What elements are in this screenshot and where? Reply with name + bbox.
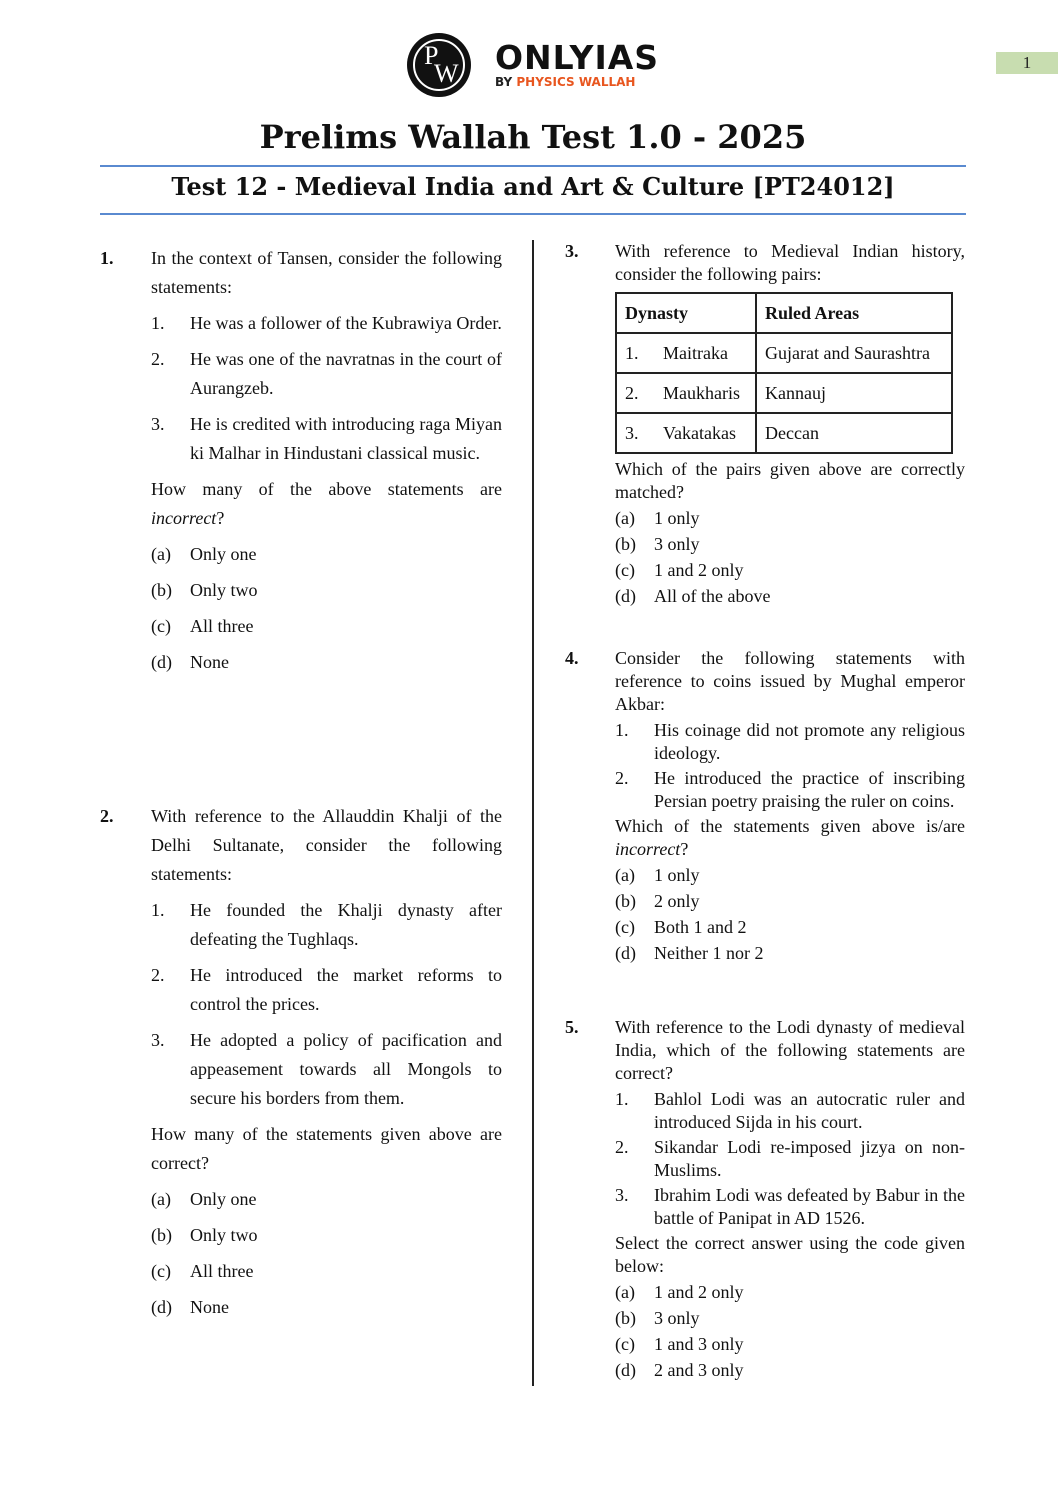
option-b[interactable]: (b) Only two [151,1225,258,1245]
option-b[interactable]: (b) 3 only [615,534,700,554]
option-b[interactable]: (b) 2 only [615,891,700,911]
option-a[interactable]: (a) 1 only [615,865,700,885]
question-4 [565,647,965,968]
option-d[interactable]: (d) Neither 1 nor 2 [615,943,764,963]
statement-item: 2. He introduced the market reforms to control the prices. [151,965,502,1014]
question-stem: With reference to Medieval Indian history, consider the following pairs: [615,241,965,284]
brand-logo [407,32,659,98]
page-number: 1 [996,52,1058,74]
option-d[interactable]: (d) None [151,652,229,672]
statement-item: 3. Ibrahim Lodi was defeated by Babur in the battle of Panipat in AD 1526. [615,1185,965,1228]
title-divider [100,165,966,167]
question-ask: Select the correct answer using the code given below: [615,1233,965,1276]
question-2 [100,802,502,1329]
subtitle-divider [100,213,966,215]
statement-item: 1. He was a follower of the Kubrawiya Order. [151,313,502,333]
option-c[interactable]: (c) All three [151,616,254,636]
table-row [616,333,952,373]
area-cell: Gujarat and Saurashtra [756,333,952,373]
emblem-letter-p: P [424,41,439,70]
table-row [616,413,952,453]
statement-item: 3. He adopted a policy of pacification and appeasement towards all Mongols to secure his borders from them. [151,1030,502,1108]
question-1 [100,244,502,684]
option-a[interactable]: (a) Only one [151,544,257,564]
area-cell: Deccan [756,413,952,453]
dynasty-cell: 2. Maukharis [616,373,756,413]
question-5 [565,1016,965,1385]
brand-subtitle: BY PHYSICS WALLAH [495,75,636,89]
statement-item: 2. He was one of the navratnas in the court of Aurangzeb. [151,349,502,398]
page-title: Prelims Wallah Test 1.0 - 2025 [259,118,807,156]
table-row [616,373,952,413]
question-number: 5. [565,1017,579,1037]
option-b[interactable]: (b) 3 only [615,1308,700,1328]
table-header-row [616,293,952,333]
question-ask: How many of the statements given above are correct? [151,1124,502,1173]
statement-item: 2. Sikandar Lodi re-imposed jizya on non-Muslims. [615,1137,965,1180]
question-3 [565,240,965,611]
statement-item: 1. Bahlol Lodi was an autocratic ruler and introduced Sijda in his court. [615,1089,965,1132]
table-header-dynasty: Dynasty [616,293,756,333]
option-d[interactable]: (d) 2 and 3 only [615,1360,744,1380]
question-stem: With reference to the Allauddin Khalji of the Delhi Sultanate, consider the following statements: [151,806,502,884]
question-ask: Which of the pairs given above are correctly matched? [615,459,965,502]
question-stem: Consider the following statements with reference to coins issued by Mughal emperor Akbar: [615,648,965,714]
option-a[interactable]: (a) Only one [151,1189,257,1209]
pairs-table [615,292,953,454]
question-stem: With reference to the Lodi dynasty of medieval India, which of the following statements are correct? [615,1017,965,1083]
option-d[interactable]: (d) All of the above [615,586,771,606]
option-b[interactable]: (b) Only two [151,580,258,600]
option-a[interactable]: (a) 1 only [615,508,700,528]
statement-item: 3. He is credited with introducing raga Miyan ki Malhar in Hindustani classical music. [151,414,502,463]
table-header-area: Ruled Areas [756,293,952,333]
option-c[interactable]: (c) All three [151,1261,254,1281]
question-number: 2. [100,806,114,826]
option-c[interactable]: (c) Both 1 and 2 [615,917,747,937]
emblem-letter-w: W [434,59,459,88]
column-divider [532,240,534,1386]
option-a[interactable]: (a) 1 and 2 only [615,1282,744,1302]
question-ask: How many of the above statements are incorrect? [151,479,502,528]
pw-emblem-icon [407,33,471,97]
statement-item: 2. He introduced the practice of inscribing Persian poetry praising the ruler on coins. [615,768,965,811]
area-cell: Kannauj [756,373,952,413]
question-ask: Which of the statements given above is/are incorrect? [615,816,965,859]
brand-name: ONLYIAS [495,38,660,77]
dynasty-cell: 3. Vakatakas [616,413,756,453]
option-d[interactable]: (d) None [151,1297,229,1317]
question-stem: In the context of Tansen, consider the following statements: [151,248,502,297]
option-c[interactable]: (c) 1 and 2 only [615,560,744,580]
statement-item: 1. He founded the Khalji dynasty after defeating the Tughlaqs. [151,900,502,949]
dynasty-cell: 1. Maitraka [616,333,756,373]
question-number: 3. [565,241,579,261]
test-subtitle: Test 12 - Medieval India and Art & Culture [PT24012] [171,172,895,201]
option-c[interactable]: (c) 1 and 3 only [615,1334,744,1354]
question-number: 1. [100,248,114,268]
question-number: 4. [565,648,579,668]
statement-item: 1. His coinage did not promote any religious ideology. [615,720,965,763]
